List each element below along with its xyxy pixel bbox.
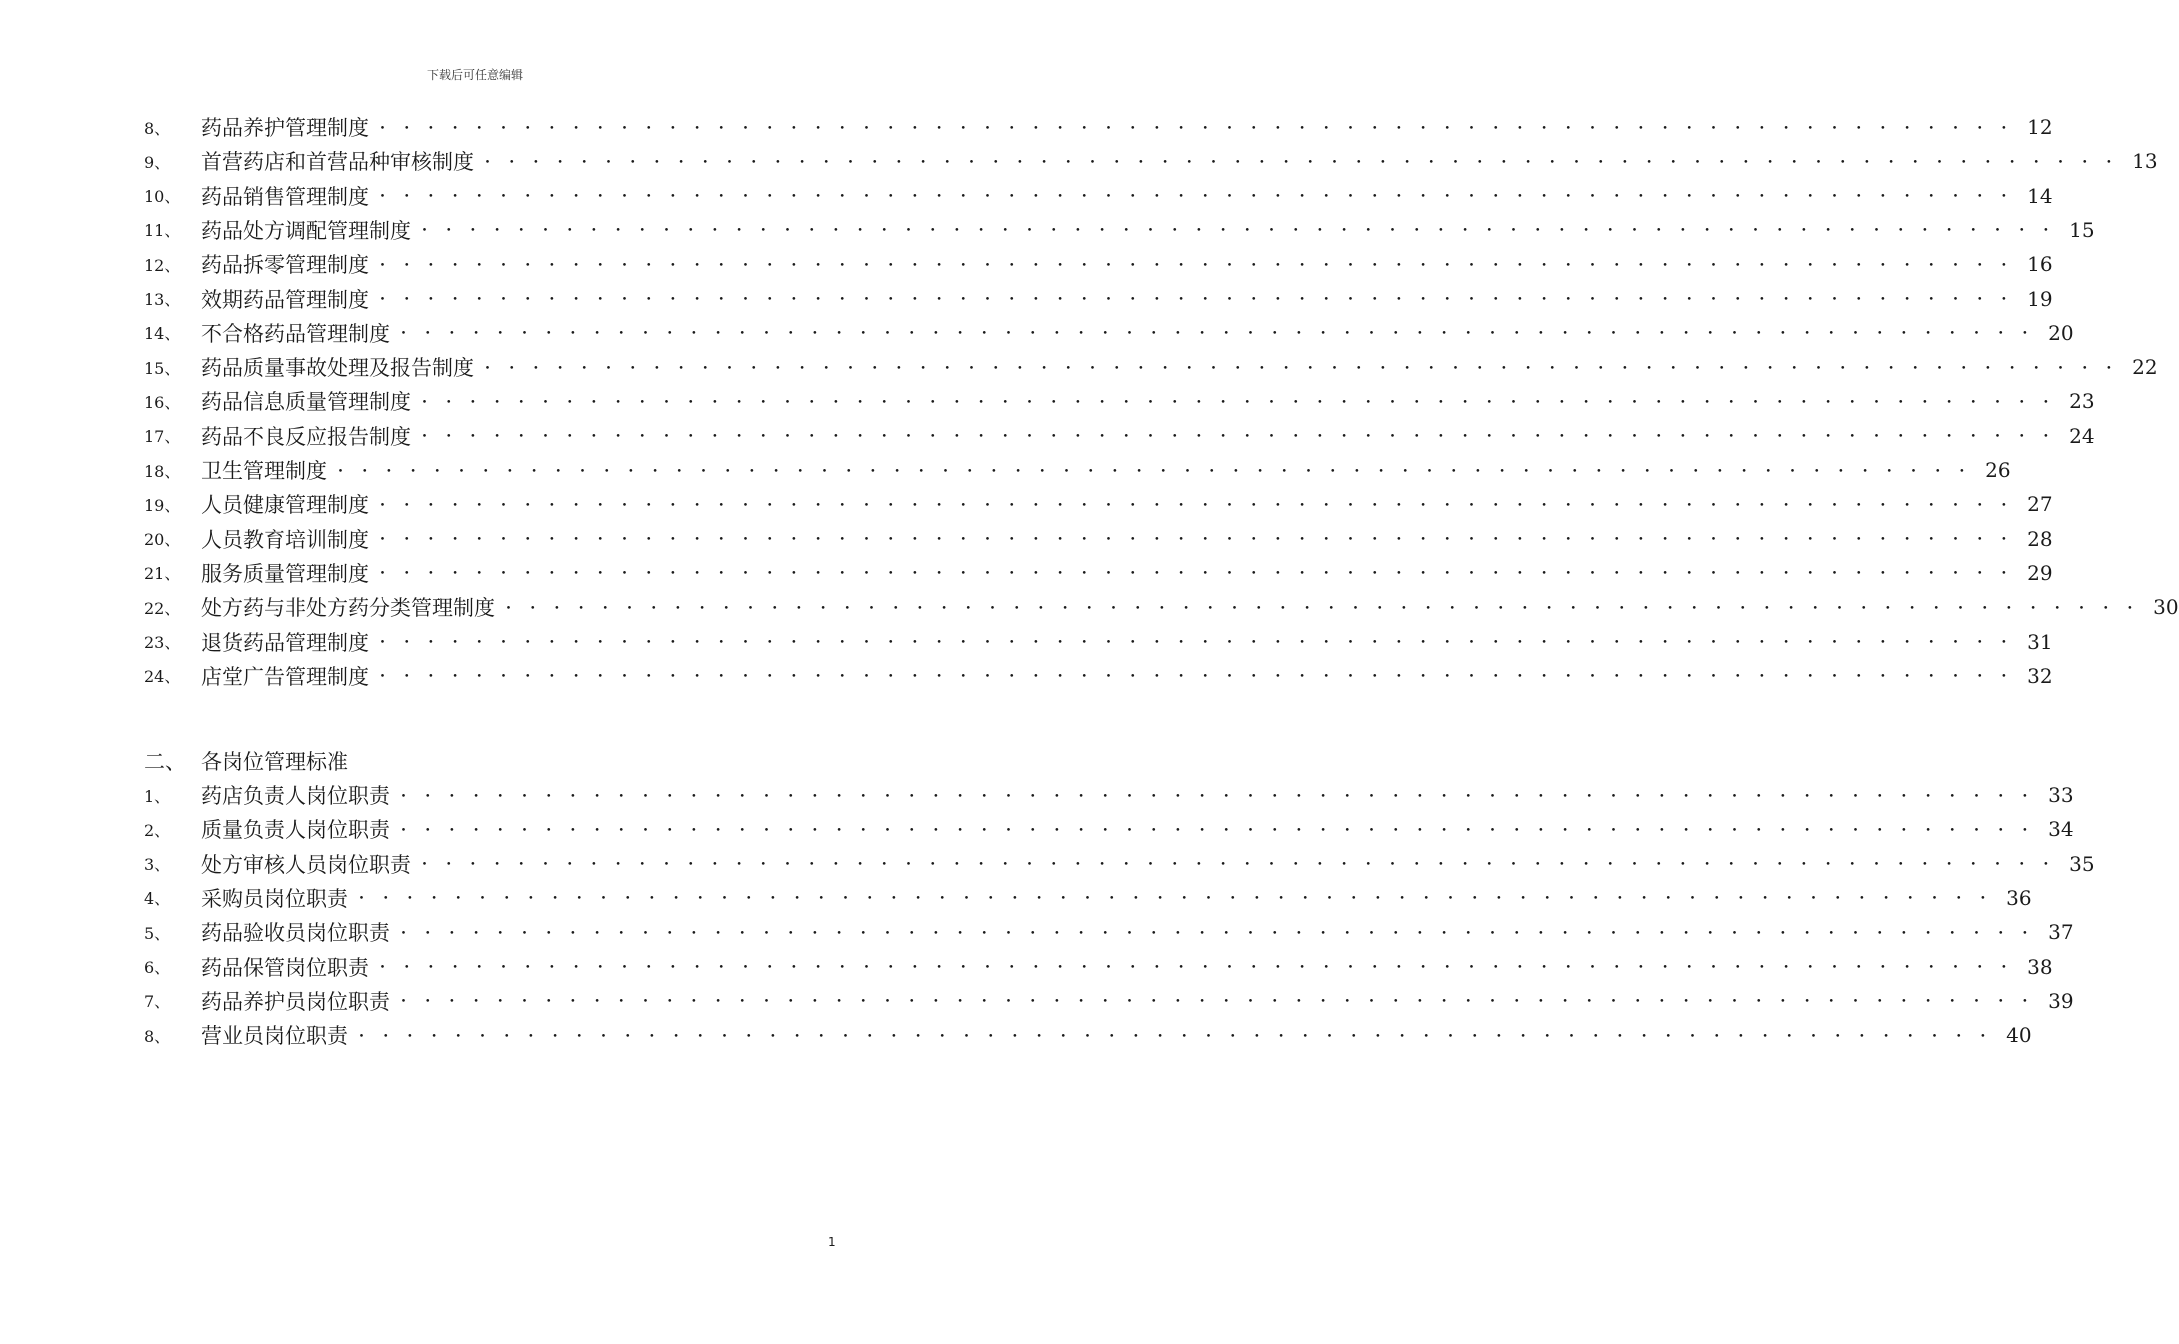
toc-entry-number: 2、 [144,820,171,840]
toc-leader-dots: ・・・・・・・・・・・・・・・・・・・・・・・・・・・・・・・・・・・・・・・・・・・・・・・・・・・・・・・・・・・・・・・・・・・・ [375,290,2021,308]
toc-entry-number: 23、 [144,633,181,652]
toc-leader-dots: ・・・・・・・・・・・・・・・・・・・・・・・・・・・・・・・・・・・・・・・・・・・・・・・・・・・・・・・・・・・・・・・・・・・・ [396,992,2042,1011]
toc-entry-title: 人员教育培训制度 [201,527,369,552]
toc-leader-dots: ・・・・・・・・・・・・・・・・・・・・・・・・・・・・・・・・・・・・・・・・・・・・・・・・・・・・・・・・・・・・・・・・・・・・ [417,855,2063,874]
toc-entry-page: 30 [2153,595,2179,620]
toc-entry-title: 药品不良反应报告制度 [201,424,411,449]
toc-leader-dots: ・・・・・・・・・・・・・・・・・・・・・・・・・・・・・・・・・・・・・・・・・・・・・・・・・・・・・・・・・・・・・・・・・・・・ [501,598,2147,617]
toc-entry-number: 11、 [144,221,181,241]
toc-entry-title: 处方药与非处方药分类管理制度 [201,596,495,621]
toc-leader-dots: ・・・・・・・・・・・・・・・・・・・・・・・・・・・・・・・・・・・・・・・・・・・・・・・・・・・・・・・・・・・・・・・・・・・・ [375,118,2021,137]
toc-entry [144,847,2095,881]
toc-leader-dots: ・・・・・・・・・・・・・・・・・・・・・・・・・・・・・・・・・・・・・・・・・・・・・・・・・・・・・・・・・・・・・・・・・・・・ [396,786,2042,805]
toc-leader-dots: ・・・・・・・・・・・・・・・・・・・・・・・・・・・・・・・・・・・・・・・・・・・・・・・・・・・・・・・・・・・・・・・・・・・・ [480,358,2126,377]
toc-leader-dots: ・・・・・・・・・・・・・・・・・・・・・・・・・・・・・・・・・・・・・・・・・・・・・・・・・・・・・・・・・・・・・・・・・・・・ [375,187,2021,206]
toc-entry-title: 不合格药品管理制度 [201,321,390,346]
page-header: 下载后可任意编辑 [426,68,523,82]
toc-entry-page: 13 [2132,149,2158,174]
toc-entry-number: 8、 [144,118,171,138]
toc-entry-title: 药店负责人岗位职责 [201,784,390,808]
toc-entry-number: 21、 [144,564,181,584]
toc-entry-number: 22、 [144,598,181,618]
toc-entry [144,179,2053,213]
toc-entry [144,213,2095,247]
toc-entry [144,881,2032,915]
toc-entry-title: 药品验收员岗位职责 [201,921,390,946]
toc-entry [144,316,2074,350]
toc-entry [144,110,2053,144]
toc-entry-title: 处方审核人员岗位职责 [201,852,411,877]
toc-entry-title: 服务质量管理制度 [201,561,369,586]
toc-entry-number: 14、 [144,324,181,344]
toc-entry-number: 1、 [144,786,171,806]
toc-leader-dots: ・・・・・・・・・・・・・・・・・・・・・・・・・・・・・・・・・・・・・・・・・・・・・・・・・・・・・・・・・・・・・・・・・・・・ [375,495,2021,514]
toc-entry-title: 采购员岗位职责 [201,886,348,911]
toc-entry-title: 店堂广告管理制度 [201,664,369,689]
toc-entry-number: 20、 [144,530,181,550]
toc-entry-number: 18、 [144,461,181,481]
toc-entry-page: 16 [2027,252,2053,277]
toc-entry [144,453,2011,487]
toc-entry [144,487,2053,521]
toc-entry-number: 9、 [144,152,171,172]
toc-entry [144,984,2074,1018]
toc-entry-page: 19 [2027,286,2053,311]
toc-entry-number: 5、 [144,923,171,943]
toc-entry [144,556,2053,590]
toc-entry [144,384,2095,418]
toc-entry-page: 15 [2069,217,2095,242]
toc-entry-number: 15、 [144,358,181,378]
toc-leader-dots: ・・・・・・・・・・・・・・・・・・・・・・・・・・・・・・・・・・・・・・・・・・・・・・・・・・・・・・・・・・・・・・・・・・・・ [396,820,2042,839]
toc-leader-dots: ・・・・・・・・・・・・・・・・・・・・・・・・・・・・・・・・・・・・・・・・・・・・・・・・・・・・・・・・・・・・・・・・・・・・ [333,461,1979,480]
toc-entry-number: 13、 [144,290,181,309]
toc-entry-number: 6、 [144,958,171,977]
toc-entry [144,915,2074,949]
toc-leader-dots: ・・・・・・・・・・・・・・・・・・・・・・・・・・・・・・・・・・・・・・・・・・・・・・・・・・・・・・・・・・・・・・・・・・・・ [375,255,2021,274]
toc-leader-dots: ・・・・・・・・・・・・・・・・・・・・・・・・・・・・・・・・・・・・・・・・・・・・・・・・・・・・・・・・・・・・・・・・・・・・ [396,923,2042,942]
section-heading [144,744,348,778]
toc-entry-page: 31 [2027,629,2053,654]
toc-entry-page: 26 [1985,458,2011,482]
toc-leader-dots: ・・・・・・・・・・・・・・・・・・・・・・・・・・・・・・・・・・・・・・・・・・・・・・・・・・・・・・・・・・・・・・・・・・・・ [480,152,2126,171]
toc-leader-dots: ・・・・・・・・・・・・・・・・・・・・・・・・・・・・・・・・・・・・・・・・・・・・・・・・・・・・・・・・・・・・・・・・・・・・ [417,221,2063,240]
toc-entry-number: 24、 [144,667,181,687]
section-title: 各岗位管理标准 [201,750,348,774]
toc-entry [144,522,2053,556]
toc-entry-page: 32 [2027,663,2053,688]
toc-entry-title: 药品养护管理制度 [201,116,369,140]
toc-leader-dots: ・・・・・・・・・・・・・・・・・・・・・・・・・・・・・・・・・・・・・・・・・・・・・・・・・・・・・・・・・・・・・・・・・・・・ [354,889,2000,908]
toc-leader-dots: ・・・・・・・・・・・・・・・・・・・・・・・・・・・・・・・・・・・・・・・・・・・・・・・・・・・・・・・・・・・・・・・・・・・・ [375,633,2021,651]
toc-entry-page: 38 [2027,954,2053,979]
toc-entry-page: 23 [2069,389,2095,414]
toc-leader-dots: ・・・・・・・・・・・・・・・・・・・・・・・・・・・・・・・・・・・・・・・・・・・・・・・・・・・・・・・・・・・・・・・・・・・・ [375,530,2021,549]
toc-entry [144,625,2053,659]
page-number: 1 [828,1235,836,1249]
toc-entry-title: 药品拆零管理制度 [201,253,369,278]
toc-entry-page: 35 [2069,851,2095,876]
section-number: 二、 [144,750,186,774]
toc-entry-title: 人员健康管理制度 [201,493,369,518]
toc-entry-title: 质量负责人岗位职责 [201,818,390,843]
toc-entry-number: 8、 [144,1026,171,1046]
toc-entry [144,144,2158,178]
toc-entry-page: 12 [2027,115,2053,139]
toc-entry [144,419,2095,453]
toc-entry-page: 27 [2027,492,2053,517]
toc-entry-number: 3、 [144,855,171,875]
toc-leader-dots: ・・・・・・・・・・・・・・・・・・・・・・・・・・・・・・・・・・・・・・・・・・・・・・・・・・・・・・・・・・・・・・・・・・・・ [396,324,2042,343]
toc-entry [144,1018,2032,1052]
toc-entry-title: 退货药品管理制度 [201,630,369,655]
toc-leader-dots: ・・・・・・・・・・・・・・・・・・・・・・・・・・・・・・・・・・・・・・・・・・・・・・・・・・・・・・・・・・・・・・・・・・・・ [375,667,2021,686]
toc-entry-page: 20 [2048,320,2074,345]
toc-entry-number: 10、 [144,187,181,207]
toc-entry-page: 34 [2048,817,2074,842]
toc-entry-page: 40 [2006,1023,2032,1048]
toc-entry-title: 首营药店和首营品种审核制度 [201,150,474,175]
toc-entry [144,590,2179,624]
toc-entry-title: 卫生管理制度 [201,459,327,483]
toc-entry-page: 28 [2027,526,2053,551]
toc-entry-title: 药品质量事故处理及报告制度 [201,356,474,381]
toc-entry-number: 4、 [144,889,171,909]
toc-entry [144,350,2158,384]
toc-entry-page: 29 [2027,560,2053,585]
toc-entry [144,247,2053,281]
toc-entry-title: 药品保管岗位职责 [201,955,369,980]
toc-entry [144,812,2074,846]
toc-entry-page: 24 [2069,423,2095,448]
toc-entry-title: 药品销售管理制度 [201,184,369,209]
toc-entry-title: 效期药品管理制度 [201,287,369,312]
toc-leader-dots: ・・・・・・・・・・・・・・・・・・・・・・・・・・・・・・・・・・・・・・・・・・・・・・・・・・・・・・・・・・・・・・・・・・・・ [417,427,2063,446]
toc-entry-title: 药品信息质量管理制度 [201,390,411,415]
toc-entry [144,659,2053,693]
toc-entry-number: 16、 [144,392,181,412]
toc-entry [144,282,2053,316]
toc-entry-number: 19、 [144,495,181,515]
toc-entry-page: 36 [2006,885,2032,910]
toc-entry-title: 药品处方调配管理制度 [201,218,411,243]
toc-leader-dots: ・・・・・・・・・・・・・・・・・・・・・・・・・・・・・・・・・・・・・・・・・・・・・・・・・・・・・・・・・・・・・・・・・・・・ [417,392,2063,411]
toc-entry-page: 39 [2048,988,2074,1013]
toc-entry-title: 药品养护员岗位职责 [201,989,390,1014]
toc-entry-page: 22 [2132,355,2158,380]
toc-leader-dots: ・・・・・・・・・・・・・・・・・・・・・・・・・・・・・・・・・・・・・・・・・・・・・・・・・・・・・・・・・・・・・・・・・・・・ [375,958,2021,976]
toc-entry-page: 37 [2048,920,2074,945]
toc-entry-title: 营业员岗位职责 [201,1024,348,1049]
toc-entry-number: 17、 [144,427,181,447]
toc-entry-page: 33 [2048,783,2074,807]
toc-entry-number: 12、 [144,255,181,275]
toc-entry [144,950,2053,984]
toc-leader-dots: ・・・・・・・・・・・・・・・・・・・・・・・・・・・・・・・・・・・・・・・・・・・・・・・・・・・・・・・・・・・・・・・・・・・・ [354,1026,2000,1045]
toc-entry-number: 7、 [144,992,171,1012]
toc-leader-dots: ・・・・・・・・・・・・・・・・・・・・・・・・・・・・・・・・・・・・・・・・・・・・・・・・・・・・・・・・・・・・・・・・・・・・ [375,564,2021,583]
toc-entry-page: 14 [2027,183,2053,208]
toc-entry [144,778,2074,812]
